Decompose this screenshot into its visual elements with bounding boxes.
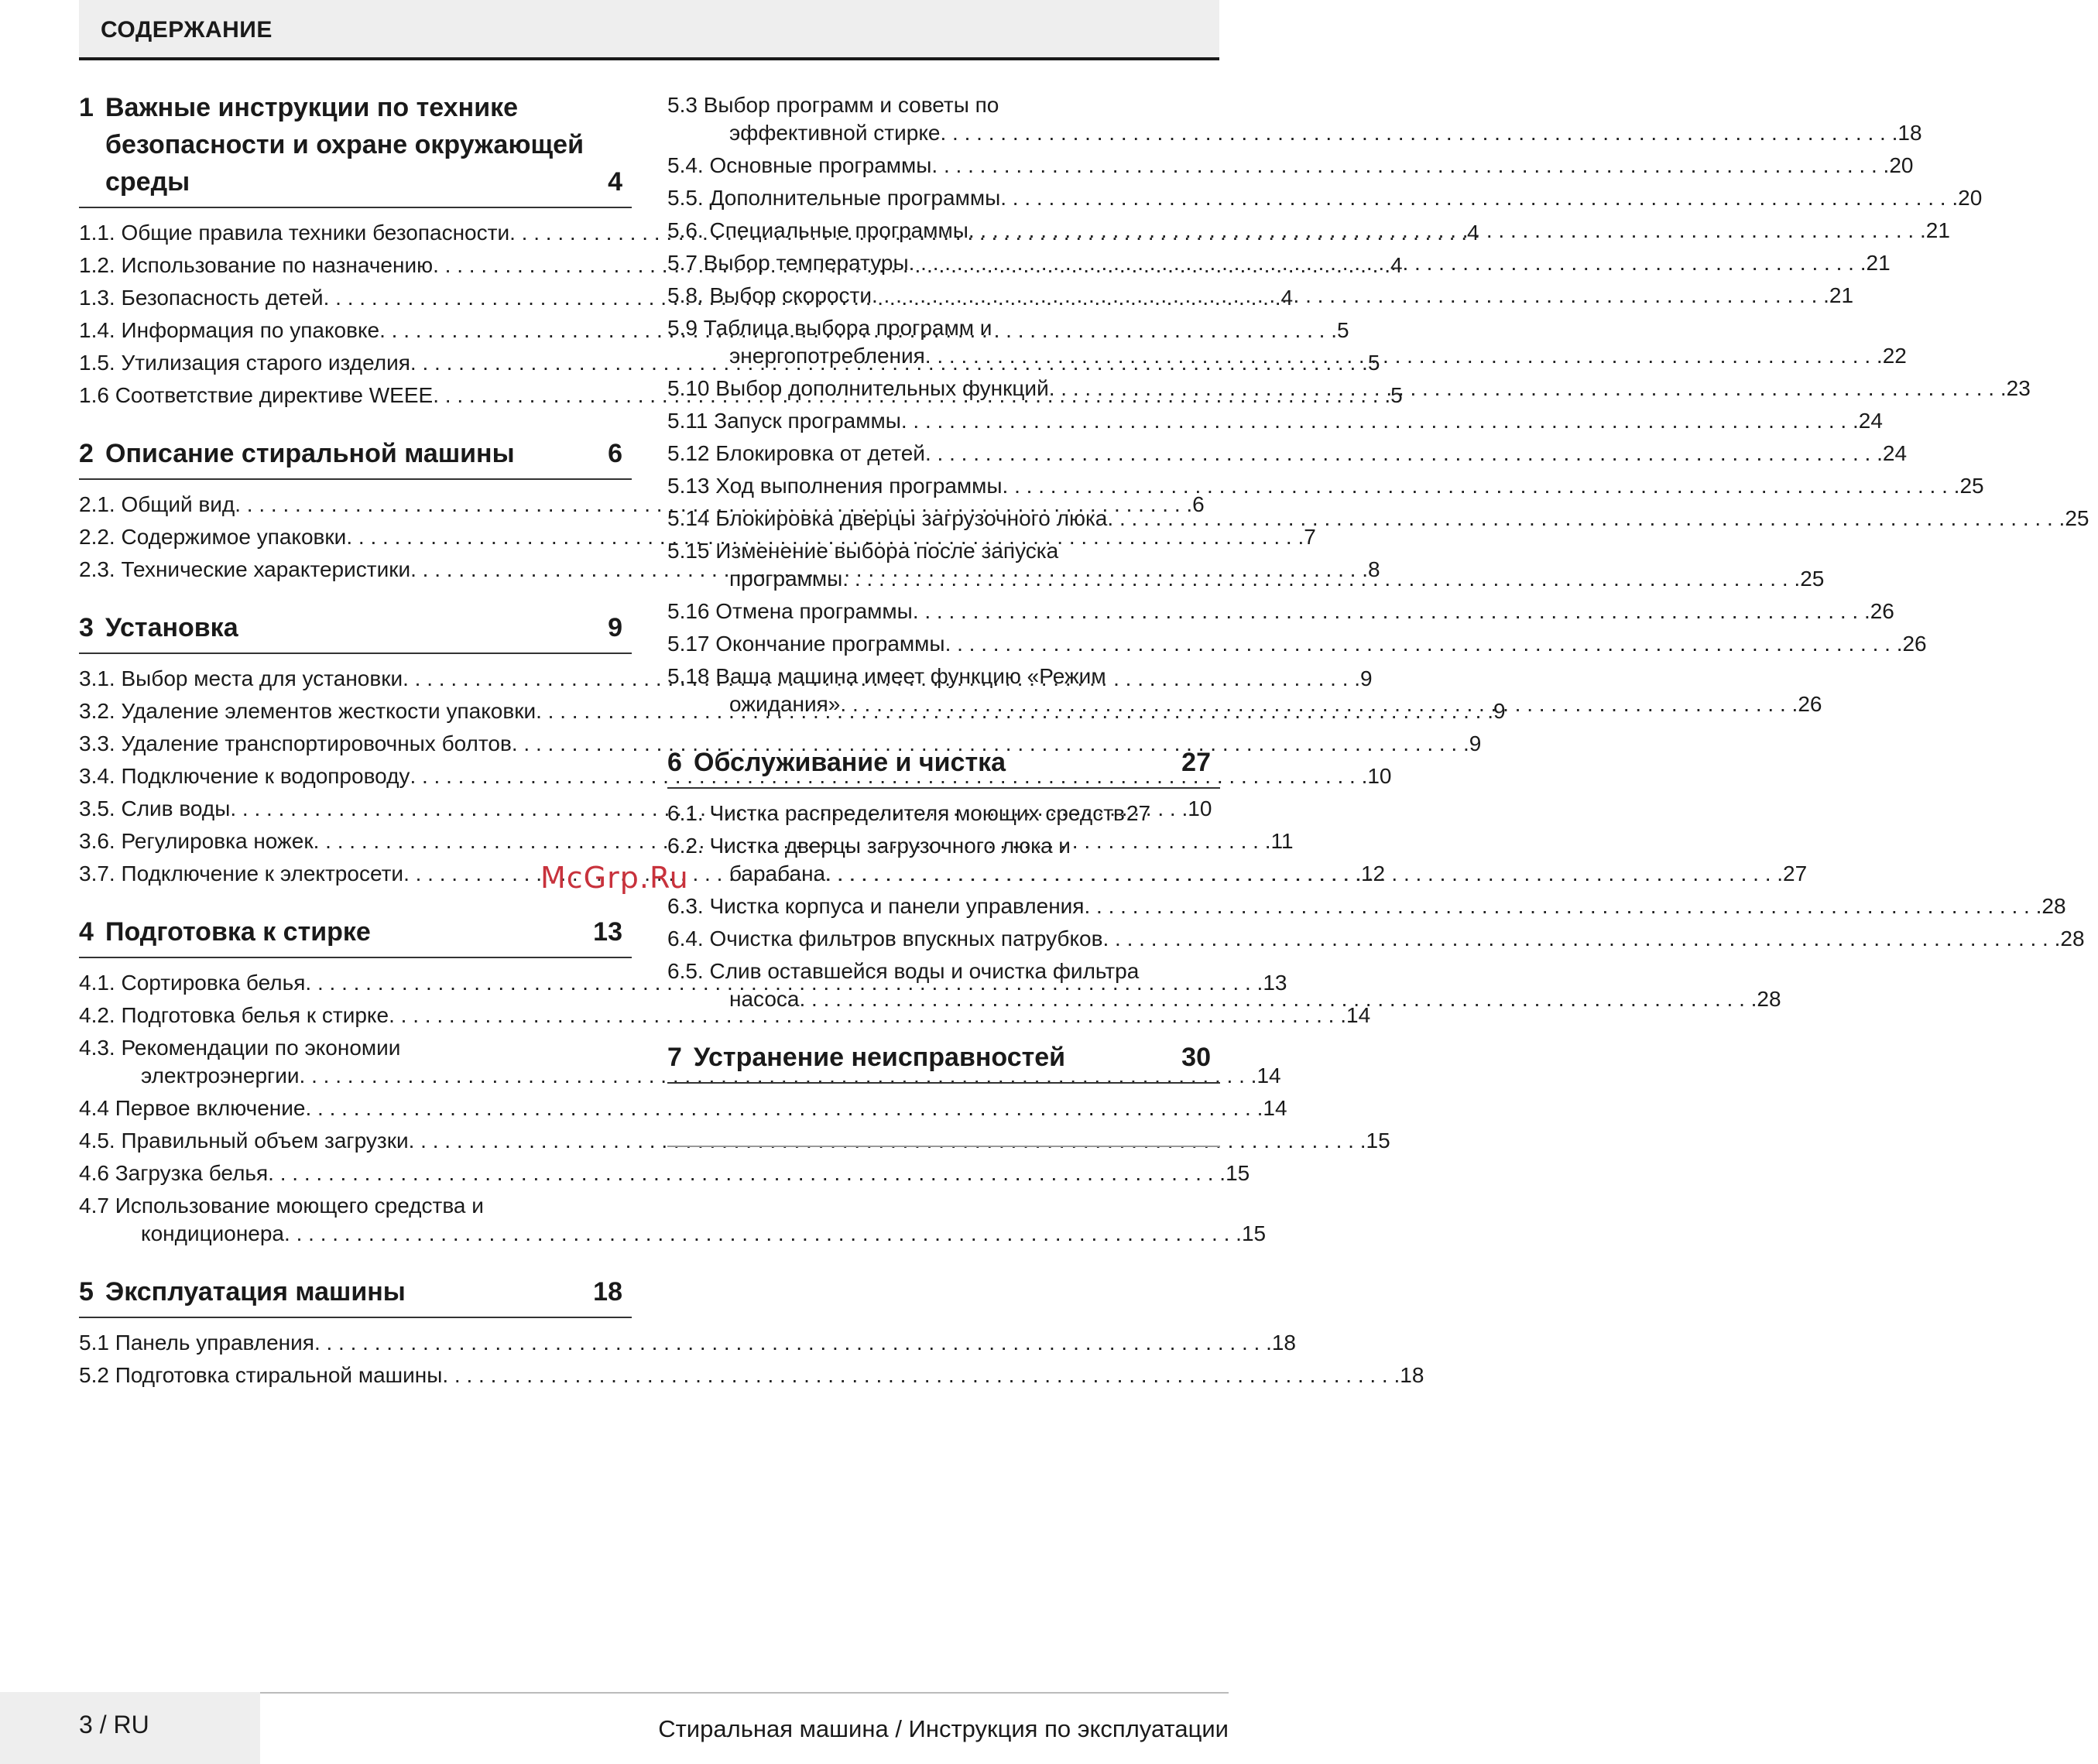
toc-entry[interactable] <box>667 217 1950 245</box>
entry-page: 7 <box>1304 525 1316 549</box>
entry-title: 5.4. Основные программы <box>667 153 932 177</box>
entry-page: 14 <box>1346 1003 1371 1027</box>
section-title: Обслуживание и чистка <box>694 748 1006 777</box>
entry-page: 9 <box>1360 666 1373 690</box>
section-heading[interactable] <box>79 1273 632 1318</box>
entry-page: 10 <box>1188 796 1212 820</box>
entry-title: 4.6 Загрузка белья <box>79 1161 269 1185</box>
watermark: McGrp.Ru <box>540 861 689 895</box>
toc-entry[interactable] <box>667 505 2089 533</box>
section-number: 1 <box>79 93 94 122</box>
entry-title: 5.13 Ход выполнения программы <box>667 474 1003 498</box>
toc-entry[interactable] <box>667 249 1891 277</box>
toc-entry[interactable] <box>79 1002 1371 1029</box>
entry-title: 3.1. Выбор места для установки <box>79 666 403 690</box>
toc-entry[interactable] <box>667 663 1822 718</box>
toc-entry[interactable] <box>667 152 1914 180</box>
toc-entry[interactable] <box>667 630 1927 658</box>
entry-title-cont: энергопотребления <box>729 344 925 368</box>
entry-title: 5.8. Выбор скорости <box>667 283 872 307</box>
entry-page: 10 <box>1367 764 1392 788</box>
toc-entry[interactable] <box>667 925 2085 953</box>
entry-title: 5.14 Блокировка дверцы загрузочного люка <box>667 506 1108 530</box>
entry-title: 5.11 Запуск программы <box>667 409 901 433</box>
entry-title: 3.7. Подключение к электросети <box>79 861 404 885</box>
entry-page: 5 <box>1390 383 1403 407</box>
section-title: Описание стиральной машины <box>105 439 515 468</box>
entry-title-cont: программы <box>729 567 843 591</box>
section-title-line: безопасности и охране окружающей <box>105 130 584 159</box>
entry-title: 5.7 Выбор температуры <box>667 251 909 275</box>
entry-title: 4.2. Подготовка белья к стирке <box>79 1003 389 1027</box>
section-title: Эксплуатация машины <box>105 1277 406 1307</box>
entry-page: 21 <box>1829 283 1854 307</box>
header-bar <box>79 0 1219 60</box>
page-number: 3 / RU <box>79 1711 149 1738</box>
entry-page: 22 <box>1882 344 1907 368</box>
entry-title: 5.2 Подготовка стиральной машины <box>79 1363 443 1387</box>
toc-entry[interactable] <box>667 892 2066 920</box>
toc-entry[interactable] <box>79 1159 1250 1187</box>
section-title-line: среды <box>105 167 190 197</box>
entry-title: 2.3. Технические характеристики <box>79 557 411 581</box>
section-number: 3 <box>79 613 94 642</box>
entry-title: 5.16 Отмена программы <box>667 599 913 623</box>
entry-page: 4 <box>1280 286 1294 310</box>
entry-title: 6.5. Слив оставшейся воды и очистка фильтра <box>667 959 1140 983</box>
entry-title: 1.6 Соответствие директиве WEEE <box>79 383 434 407</box>
entry-title-cont: эффективной стирке <box>729 121 941 145</box>
entry-title: 5.17 Окончание программы <box>667 632 945 656</box>
section-number: 2 <box>79 439 94 468</box>
entry-page: 28 <box>2060 927 2085 951</box>
entry-title: 2.1. Общий вид <box>79 492 235 516</box>
entry-page: 28 <box>2041 894 2066 918</box>
entry-title: 5.5. Дополнительные программы <box>667 186 1001 210</box>
entry-page: 24 <box>1858 409 1883 433</box>
section-page: 6 <box>608 439 622 468</box>
toc-entry[interactable] <box>667 314 1907 370</box>
entry-page: 21 <box>1866 251 1891 275</box>
section-page: 9 <box>608 613 622 642</box>
toc-right-column <box>667 91 2089 1084</box>
entry-title: 1.4. Информация по упаковке <box>79 318 380 342</box>
toc-entry[interactable] <box>667 537 1825 593</box>
section-page: 27 <box>1181 748 1211 777</box>
entry-title: 3.6. Регулировка ножек <box>79 829 314 853</box>
section-title: Устранение неисправностей <box>694 1043 1066 1072</box>
entry-page: 27 <box>1126 801 1151 825</box>
entry-page: 14 <box>1263 1096 1287 1120</box>
entry-page: 27 <box>1783 861 1808 885</box>
entry-page: 15 <box>1226 1161 1250 1185</box>
entry-page: 21 <box>1925 218 1950 242</box>
entry-title: 1.2. Использование по назначению <box>79 253 434 277</box>
entry-page: 26 <box>1870 599 1894 623</box>
section-page: 30 <box>1181 1043 1211 1072</box>
entry-title: 4.1. Сортировка белья <box>79 971 306 995</box>
section-heading[interactable] <box>79 609 632 654</box>
toc-entry[interactable] <box>667 407 1883 435</box>
section-heading[interactable] <box>79 913 632 958</box>
entry-title-cont: электроэнергии <box>141 1064 300 1088</box>
entry-page: 18 <box>1400 1363 1424 1387</box>
entry-title: 2.2. Содержимое упаковки <box>79 525 347 549</box>
section-page: 4 <box>608 167 622 197</box>
section-heading[interactable] <box>667 744 1220 789</box>
toc-entry[interactable] <box>667 91 1922 147</box>
entry-title: 5.1 Панель управления <box>79 1331 314 1355</box>
entry-page: 5 <box>1367 351 1380 375</box>
entry-page: 26 <box>1902 632 1927 656</box>
section-title: Установка <box>105 613 238 642</box>
section-title-line: Важные инструкции по технике <box>105 93 519 122</box>
entry-page: 25 <box>2065 506 2089 530</box>
section-number: 5 <box>79 1277 94 1307</box>
entry-page: 6 <box>1192 492 1205 516</box>
entry-title: 3.3. Удаление транспортировочных болтов <box>79 731 512 755</box>
entry-page: 25 <box>1959 474 1984 498</box>
entry-page: 18 <box>1897 121 1922 145</box>
section-heading[interactable] <box>79 89 632 208</box>
entry-title-cont: насоса <box>729 987 800 1011</box>
toc-entry[interactable] <box>667 800 1220 827</box>
entry-page: 25 <box>1800 567 1825 591</box>
entry-page: 8 <box>1368 557 1380 581</box>
entry-title: 5.15 Изменение выбора после запуска <box>667 539 1059 563</box>
toc-entry[interactable] <box>79 1094 1287 1122</box>
section-number: 7 <box>667 1043 682 1072</box>
column-divider-rule <box>667 1146 1220 1147</box>
section-heading[interactable] <box>667 1039 1220 1084</box>
entry-title-cont: ожидания» <box>729 692 841 716</box>
entry-title: 4.7 Использование моющего средства и <box>79 1194 484 1218</box>
toc-section-7 <box>667 1039 1220 1084</box>
section-number: 6 <box>667 748 682 777</box>
entry-title: 1.1. Общие правила техники безопасности <box>79 221 510 245</box>
entry-page: 15 <box>1241 1221 1267 1245</box>
entry-page: 4 <box>1467 221 1479 245</box>
entry-title: 1.3. Безопасность детей <box>79 286 324 310</box>
entry-page: 12 <box>1360 861 1386 885</box>
entry-page: 24 <box>1882 441 1908 465</box>
toc-entry[interactable] <box>667 598 1894 625</box>
entry-page: 15 <box>1366 1129 1390 1153</box>
toc-entry[interactable] <box>79 1192 1267 1248</box>
entry-page: 28 <box>1757 987 1781 1011</box>
footer-page-box <box>0 1692 260 1764</box>
entry-title: 4.4 Первое включение <box>79 1096 306 1120</box>
document-title: Стиральная машина / Инструкция по эксплуатации <box>658 1715 1229 1742</box>
entry-page: 11 <box>1270 829 1294 853</box>
entry-title: 3.2. Удаление элементов жесткости упаковки <box>79 699 536 723</box>
entry-title: 4.5. Правильный объем загрузки <box>79 1129 409 1153</box>
toc-section-5-continued <box>667 91 2089 718</box>
entry-title: 6.2. Чистка дверцы загрузочного люка и <box>667 834 1071 858</box>
entry-page: 9 <box>1469 731 1482 755</box>
entry-page: 26 <box>1798 692 1822 716</box>
footer-rule <box>260 1692 1229 1694</box>
section-heading[interactable] <box>79 435 632 480</box>
toc-entry[interactable] <box>79 1329 1297 1357</box>
entry-page: 5 <box>1337 318 1349 342</box>
entry-page: 13 <box>1263 971 1287 995</box>
entry-title-cont: кондиционера <box>141 1221 285 1245</box>
entry-title: 6.3. Чистка корпуса и панели управления <box>667 894 1085 918</box>
entry-title: 3.5. Слив воды <box>79 796 231 820</box>
toc-entry[interactable] <box>667 440 1908 468</box>
toc-entry[interactable] <box>667 282 1854 310</box>
toc-entry[interactable] <box>667 472 1984 500</box>
entry-title: 3.4. Подключение к водопроводу <box>79 764 410 788</box>
entry-page: 20 <box>1958 186 1983 210</box>
page-title: СОДЕРЖАНИЕ <box>101 17 273 43</box>
section-title <box>105 89 608 200</box>
section-title: Подготовка к стирке <box>105 917 371 947</box>
entry-title: 5.6. Специальные программы <box>667 218 968 242</box>
toc-entry[interactable] <box>79 1127 1390 1155</box>
section-page: 18 <box>593 1277 622 1307</box>
section-page: 13 <box>593 917 622 947</box>
entry-title: 6.4. Очистка фильтров впускных патрубков <box>667 927 1103 951</box>
entry-title: 5.3 Выбор программ и советы по <box>667 93 999 117</box>
entry-title: 6.1. Чистка распределителя моющих средств <box>667 801 1125 825</box>
entry-title: 5.18 Ваша машина имеет функцию «Режим <box>667 664 1106 688</box>
toc-entry[interactable] <box>667 375 2031 402</box>
toc-entry[interactable] <box>667 184 1983 212</box>
entry-page: 23 <box>2006 376 2031 400</box>
entry-page: 20 <box>1889 153 1914 177</box>
entry-title: 1.5. Утилизация старого изделия <box>79 351 410 375</box>
entry-title: 5.12 Блокировка от детей <box>667 441 925 465</box>
entry-title: 4.3. Рекомендации по экономии <box>79 1036 401 1060</box>
entry-page: 18 <box>1271 1331 1297 1355</box>
toc-entry[interactable] <box>79 730 1482 758</box>
entry-page: 14 <box>1256 1064 1281 1088</box>
entry-page: 4 <box>1390 253 1403 277</box>
entry-title: 5.9 Таблица выбора программ и <box>667 316 992 340</box>
toc-entry[interactable] <box>79 1362 1424 1389</box>
page-footer <box>0 1692 1229 1764</box>
entry-title: 5.10 Выбор дополнительных функций <box>667 376 1049 400</box>
section-number: 4 <box>79 917 94 947</box>
entry-page: 9 <box>1493 699 1506 723</box>
toc-section-5 <box>79 1273 1424 1389</box>
entry-title-cont: барабана <box>729 861 826 885</box>
